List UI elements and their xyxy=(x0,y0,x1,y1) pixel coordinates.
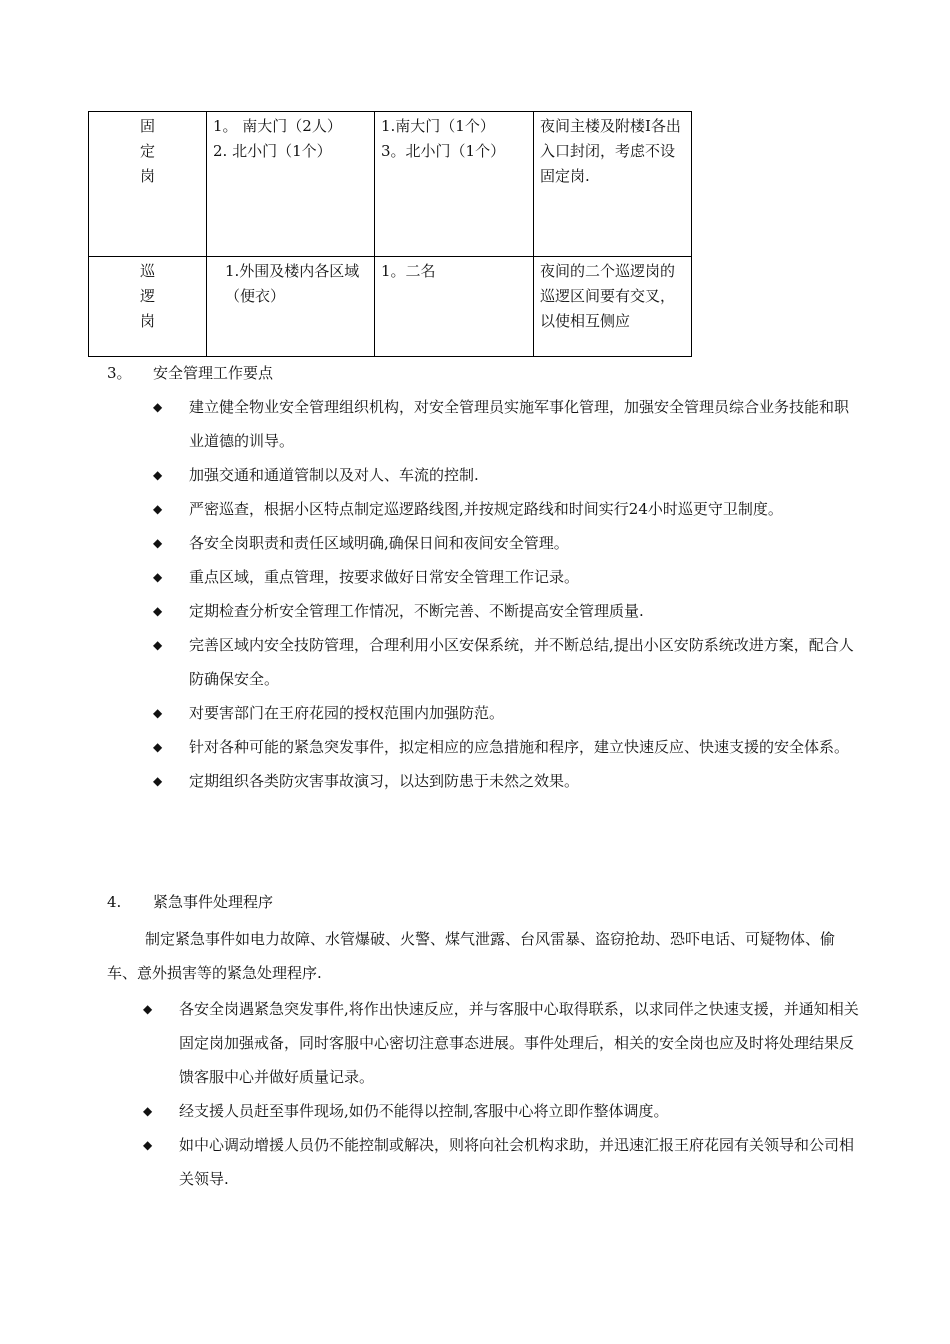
list-item: ◆ 各安全岗遇紧急突发事件,将作出快速反应，并与客服中心取得联系，以求同伴之快速支援，并通知相关固定岗加强戒备，同时客服中心密切注意事态进展。事件处理后，相关的安全岗也应及时将处理结果反馈客服中心并做好质量记录。 xyxy=(143,992,863,1094)
note-cell: 夜间主楼及附楼I各出入口封闭，考虑不设固定岗. xyxy=(534,112,692,257)
list-item: ◆ 如中心调动增援人员仍不能控制或解决，则将向社会机构求助，并迅速汇报王府花园有关领导和公司相关领导. xyxy=(143,1128,863,1196)
list-item: ◆ 定期组织各类防灾害事故演习，以达到防患于未然之效果。 xyxy=(153,764,863,798)
day-post-cell: 1。 南大门（2人） 2. 北小门（1个） xyxy=(207,112,375,257)
table-row xyxy=(89,257,692,357)
list-item: ◆ 完善区域内安全技防管理，合理利用小区安保系统，并不断总结,提出小区安防系统改进方案，配合人防确保安全。 xyxy=(153,628,863,696)
diamond-bullet-icon: ◆ xyxy=(153,706,163,720)
guard-post-table xyxy=(88,111,692,357)
list-item: ◆ 经支援人员赶至事件现场,如仍不能得以控制,客服中心将立即作整体调度。 xyxy=(143,1094,863,1128)
diamond-bullet-icon: ◆ xyxy=(153,774,163,788)
diamond-bullet-icon: ◆ xyxy=(153,740,163,754)
list-item: ◆ 严密巡查，根据小区特点制定巡逻路线图,并按规定路线和时间实行24小时巡更守卫制度。 xyxy=(153,492,863,526)
diamond-bullet-icon: ◆ xyxy=(153,502,163,516)
diamond-bullet-icon: ◆ xyxy=(143,1138,153,1152)
section-3-bullet-list xyxy=(153,390,863,798)
diamond-bullet-icon: ◆ xyxy=(153,638,163,652)
list-item: ◆ 针对各种可能的紧急突发事件，拟定相应的应急措施和程序，建立快速反应、快速支援的安全体系。 xyxy=(153,730,863,764)
night-post-cell: 1.南大门（1个） 3。北小门（1个） xyxy=(375,112,534,257)
note-cell: 夜间的二个巡逻岗的巡逻区间要有交叉，以使相互侧应 xyxy=(534,257,692,357)
section-4-bullet-list xyxy=(143,992,863,1196)
night-post-cell: 1。二名 xyxy=(375,257,534,357)
diamond-bullet-icon: ◆ xyxy=(153,604,163,618)
list-item: ◆ 重点区域，重点管理，按要求做好日常安全管理工作记录。 xyxy=(153,560,863,594)
diamond-bullet-icon: ◆ xyxy=(143,1104,153,1118)
section-4-intro: 制定紧急事件如电力故障、水管爆破、火警、煤气泄露、台风雷暴、盗窃抢劫、恐吓电话、可疑物体、偷车、意外损害等的紧急处理程序. xyxy=(107,930,836,982)
day-post-cell: 1.外围及楼内各区域（便衣） xyxy=(207,257,375,357)
diamond-bullet-icon: ◆ xyxy=(153,536,163,550)
list-item: ◆ 建立健全物业安全管理组织机构，对安全管理员实施军事化管理，加强安全管理员综合业务技能和职业道德的训导。 xyxy=(153,390,863,458)
section-4-heading: 4. 紧急事件处理程序 xyxy=(107,893,274,911)
list-item: ◆ 定期检查分析安全管理工作情况，不断完善、不断提高安全管理质量. xyxy=(153,594,863,628)
table-row xyxy=(89,112,692,257)
list-item: ◆ 各安全岗职责和责任区域明确,确保日间和夜间安全管理。 xyxy=(153,526,863,560)
diamond-bullet-icon: ◆ xyxy=(143,1002,153,1016)
diamond-bullet-icon: ◆ xyxy=(153,400,163,414)
section-3-heading: 3。 安全管理工作要点 xyxy=(107,364,274,382)
list-item: ◆ 加强交通和通道管制以及对人、车流的控制. xyxy=(153,458,863,492)
post-type-cell: 巡 逻 岗 xyxy=(89,257,207,357)
post-type-cell: 固 定 岗 xyxy=(89,112,207,257)
diamond-bullet-icon: ◆ xyxy=(153,468,163,482)
diamond-bullet-icon: ◆ xyxy=(153,570,163,584)
list-item: ◆ 对要害部门在王府花园的授权范围内加强防范。 xyxy=(153,696,863,730)
